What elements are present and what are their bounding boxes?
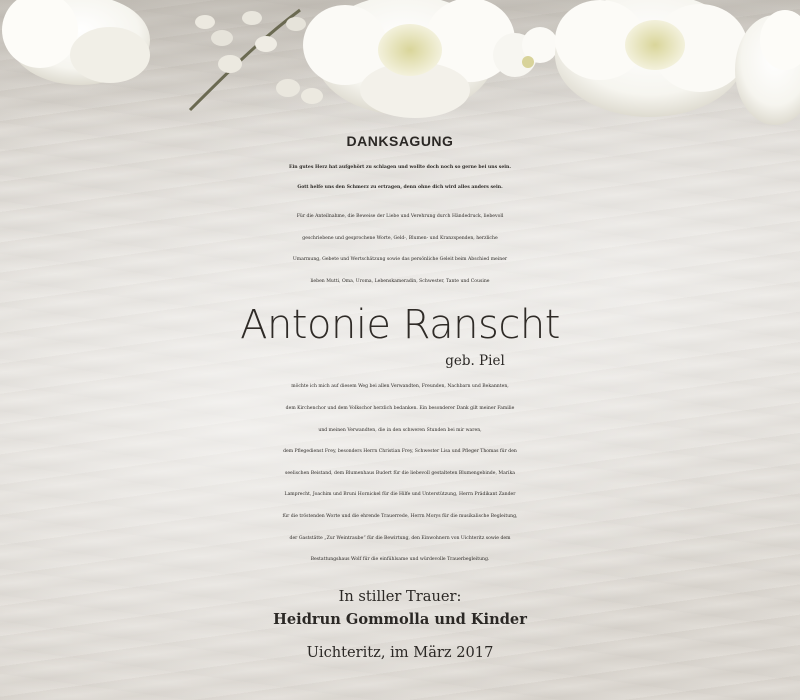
motto-line: Ein gutes Herz hat aufgehört zu schlagen und wollte doch noch so gerne bei uns sein. [289,165,511,170]
thanks-line: dem Kirchenchor und dem Volkschor herzlich bedanken. Ein besonderer Dank gilt meiner Familie [285,405,515,411]
maiden-name: geb. Piel [445,353,505,370]
thanks-line: möchte ich mich auf diesem Weg bei allen Verwandten, Freunden, Nachbarn und Bekannten, [291,384,509,390]
mourning-intro: In stiller Trauer: [338,587,462,605]
motto-line: Gott helfe uns den Schmerz zu ertragen, denn ohne dich wird alles anders sein. [297,185,503,190]
thanks-line: der Gaststätte „Zur Weintraube“ für die Bewirtung, den Einwohnern von Uichteritz sowie dem [289,535,511,541]
notice-content [0,130,800,663]
intro-paragraph [0,206,800,292]
motto [0,158,800,198]
intro-line: geschriebene und gesprochene Worte, Geld-, Blumen- und Kranzspenden, herzliche [302,235,498,241]
thanks-line: für die tröstenden Worte und die ehrende Trauerrede, Herrn Morys für die musikalische Begleitung, [282,513,518,519]
thanks-line: dem Pflegedienst Frey, besonders Herrn Christian Frey, Schwester Lisa und Pfleger Thomas für den [283,449,517,455]
flower-decoration-image [0,0,800,130]
intro-line: lieben Mutti, Oma, Uroma, Lebenskameradin, Schwester, Tante und Cousine [310,278,490,284]
place-and-date: Uichteritz, im März 2017 [306,643,494,661]
intro-line: Umarmung, Gebete und Wertschätzung sowie das persönliche Geleit beim Abschied meiner [292,257,508,263]
deceased-name: Antonie Ranscht [240,302,560,349]
thanks-line: Lamprecht, Joachim und Bruni Hornickel für die Hilfe und Unterstützung, Herrn Prädikant Zander [284,492,516,498]
intro-line: Für die Anteilnahme, die Beweise der Liebe und Verehrung durch Händedruck, liebevoll [296,214,504,219]
mourners: Heidrun Gommolla und Kinder [273,610,527,628]
thanks-line: seelischen Beistand, dem Blumenhaus Budert für die liebevoll gestalteten Blumengebinde, Marika [284,470,516,476]
notice-heading: DANKSAGUNG [346,133,454,149]
thanks-line: Bestattungshaus Wolf für die einfühlsame und würdevolle Trauerbegleitung. [310,557,490,563]
thanks-paragraph [0,376,800,570]
thanks-line: und meinen Verwandten, die in den schweren Stunden bei mir waren, [318,427,482,433]
